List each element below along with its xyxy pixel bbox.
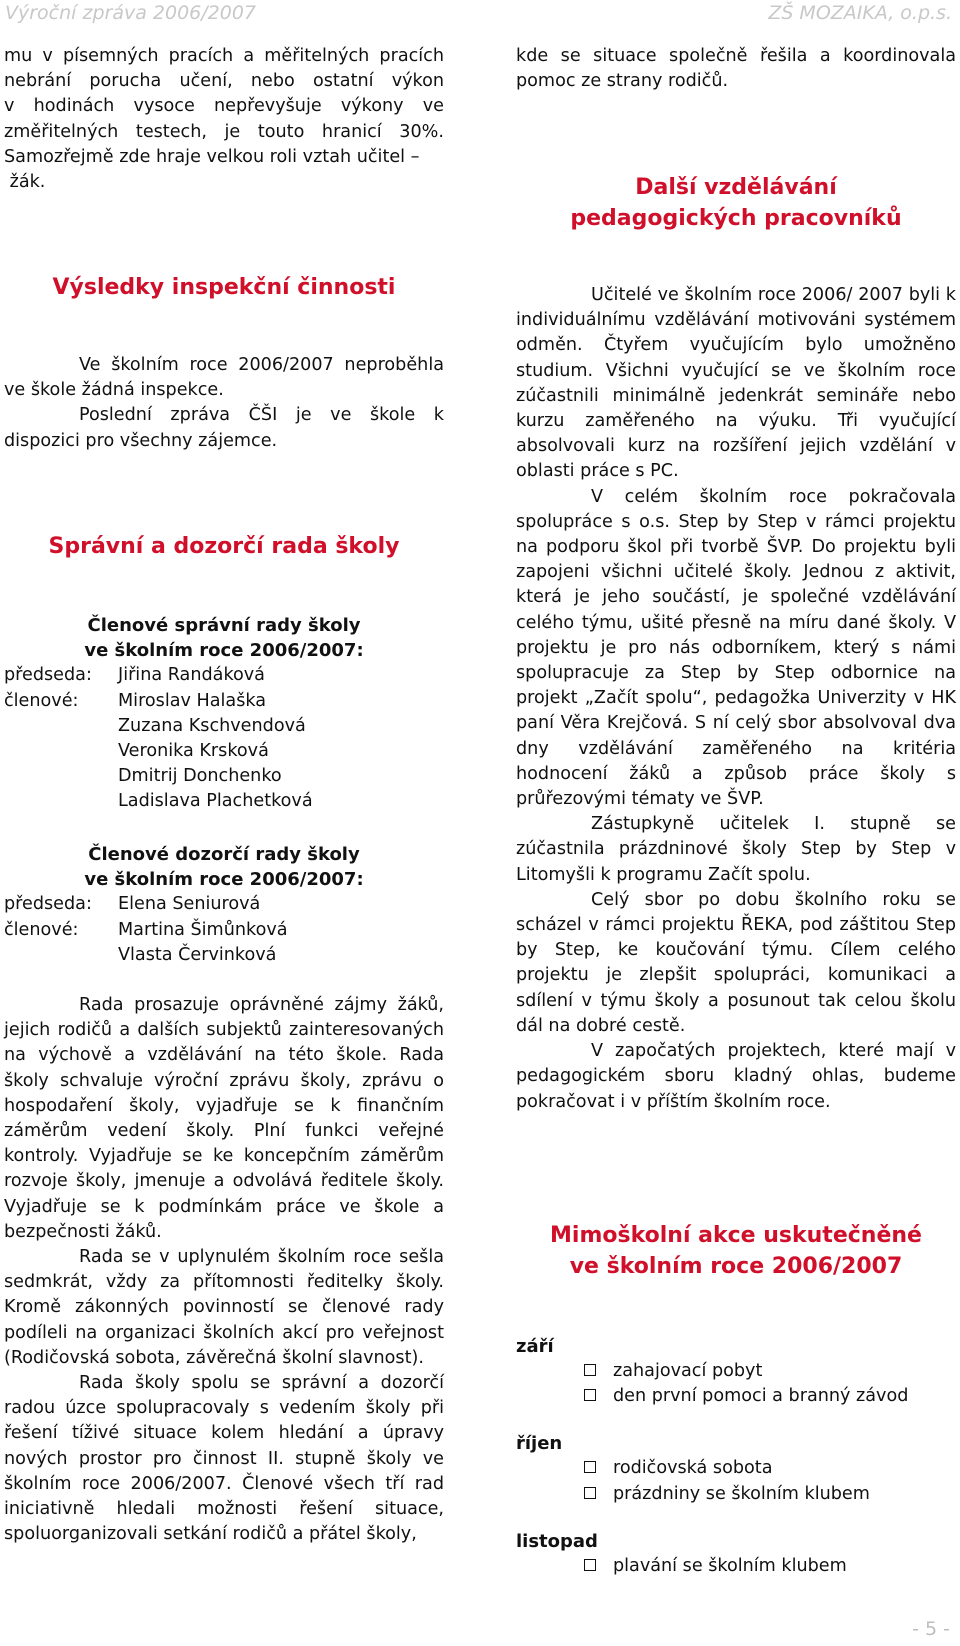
member-name: Zuzana Kschvendová [118,715,306,736]
board-text [4,993,444,1547]
member-name: Dmitrij Donchenko [118,766,282,787]
intro-line: mu v písemných pracích a měřitelných pracích [4,46,444,66]
month-label: listopad [516,1530,598,1552]
intro-line: Samozřejmě zde hraje velkou roli vztah učitel – [4,146,420,167]
intro-line: žák. [4,172,46,193]
list-item: plavání se školním klubem [516,1554,956,1579]
board-paragraph: Rada prosazuje oprávněné zájmy žáků, jejich rodičů a dalších subjektů zainteresovaných na výchově a vzdělávání na této škole. Rada školy schvaluje výroční zprávu školy, zprávu o hospodaření školy, vyjadřuje se k finančním záměrům vedení školy. Plní funkci veřejné kontroly. Vyjadřuje se ke koncepčním záměrům rozvoje školy, jmenuje a odvolává ředitele školy. Vyjadřuje se k podmínkám práce ve škole a bezpečnosti žáků. [4,995,444,1242]
education-paragraph: Celý sbor po dobu školního roku se scházel v rámci projektu ŘEKA, pod záštitou Step by Step, ke koučování týmu. Cílem celého projektu je zlepšit spolupráci, komunikaci a sdílení v týmu školy a posunout tak celou školu dál na dobré cestě. [516,889,956,1036]
education-text [516,283,956,1115]
events-heading-line: Mimoškolní akce uskutečněné [550,1223,922,1248]
board-heading: Správní a dozorčí rada školy [48,534,400,559]
super-member-row [4,943,444,968]
member-name: Vlasta Červinková [118,944,277,965]
intro-line: změřitelných testech, je touto hranicí 30%. [4,121,444,142]
role-label: členové: [4,690,79,711]
admin-member-row [4,689,444,714]
inspection-paragraph: Ve školním roce 2006/2007 neproběhla ve škole žádná inspekce. [4,355,444,401]
list-item: prázdniny se školním klubem [516,1482,956,1507]
member-name: Martina Šimůnková [118,919,288,940]
header-left-title: Výroční zpráva 2006/2007 [5,2,257,24]
header-right-title: ZŠ MOZAIKA, o.p.s. [768,2,952,24]
member-name: Ladislava Plachetková [118,791,313,812]
supervisory-board-title: Členové dozorčí rady školy [88,844,360,865]
admin-member-row [4,789,444,814]
intro-line: nebrání porucha učení, nebo ostatní výkon [4,71,444,92]
supervisory-board [4,842,444,968]
education-heading [516,172,956,234]
education-heading-line: pedagogických pracovníků [570,206,902,231]
education-paragraph: V započatých projektech, které mají v pedagogickém sboru kladný ohlas, budeme pokračovat i v příštím školním roce. [516,1041,956,1112]
events-list [516,1334,956,1579]
right-intro [516,44,956,94]
board-paragraph: Rada školy spolu se správní a dozorčí radou úzce spolupracovaly s vedením školy při řešení tíživé situace kolem hledání a úpravy nových prostor pro činnost II. stupně školy ve školním roce 2006/2007. Členové všech tří rad iniciativně hledali možnosti řešení situace, spoluorganizovali setkání rodičů a přátel školy, [4,1373,444,1545]
admin-board [4,613,444,815]
education-paragraph: Zástupkyně učitelek I. stupně se zúčastnila prázdninové školy Step by Step v Litomyšli k programu Začít spolu. [516,814,956,885]
admin-member-row [4,764,444,789]
inspection-text [4,353,444,454]
month-label: září [516,1336,554,1357]
education-paragraph: Učitelé ve školním roce 2006/ 2007 byli k individuálnímu vzdělávání motivováni systémem odměn. Čtyřem vyučujícím bylo umožněno studium. Všichni vyučující se ve školním roce zúčastnili minimálně jedenkrát semináře nebo kurzu zaměřeného na výuku. Tři vyučující absolvovali kurz na rozšíření jejich vzdělání v oblasti práce s PC. [516,285,956,482]
inspection-paragraph: Poslední zpráva ČŠI je ve škole k dispozici pro všechny zájemce. [4,405,444,451]
checkbox-icon [584,1389,596,1401]
intro-paragraph [4,44,444,195]
events-heading [516,1220,956,1282]
member-name: Miroslav Halaška [118,690,267,711]
admin-board-title: ve školním roce 2006/2007: [84,640,364,662]
month-label: říjen [516,1433,563,1455]
board-paragraph: Rada se v uplynulém školním roce sešla sedmkrát, vždy za přítomnosti ředitelky školy. Kromě zákonných povinností se členové rady podíleli na organizaci školních akcí pro veřejnost (Rodičovská sobota, závěrečná školní slavnost). [4,1247,444,1368]
super-chair-row [4,892,444,917]
checkbox-icon [584,1364,596,1376]
role-label: předseda: [4,665,92,686]
intro-line: v hodinách vysoce nepřevyšuje výkony ve [4,96,444,117]
super-member-row [4,918,444,943]
inspection-heading: Výsledky inspekční činnosti [52,275,396,300]
checkbox-icon [584,1559,596,1571]
admin-member-row [4,714,444,739]
checkbox-icon [584,1487,596,1499]
role-label: členové: [4,919,79,940]
checkbox-icon [584,1461,596,1473]
admin-member-row [4,739,444,764]
education-paragraph: V celém školním roce pokračovala spolupráce s o.s. Step by Step v rámci projektu na podporu škol při tvorbě ŠVP. Do projektu byli zapojeni všichni učitelé školy. Jednou z aktivit, která je jeho součástí, je společné vzdělávání celého týmu, ušité přesně na míru dané školy. V projektu je pro nás odborníkem, který s námi spolupracuje za Step by Step odbornice na projekt „Začít spolu“, pedagožka Univerzity v HK paní Věra Krejčová. S ní celý sbor absolvoval dva dny vzdělávání zaměřeného na kritéria hodnocení žáků a způsob práce školy s průřezovými tématy ve ŠVP. [516,486,956,810]
admin-board-title: Členové správní rady školy [87,615,361,636]
member-name: Elena Seniurová [118,894,261,915]
supervisory-board-title: ve školním roce 2006/2007: [84,869,364,891]
education-heading-line: Další vzdělávání [635,175,837,200]
member-name: Jiřina Randáková [118,665,265,686]
list-item: den první pomoci a branný závod [516,1384,956,1409]
list-item: rodičovská sobota [516,1456,956,1481]
member-name: Veronika Krsková [118,741,269,762]
admin-chair-row [4,663,444,688]
page-number: - 5 - [912,1618,950,1640]
events-heading-line: ve školním roce 2006/2007 [569,1254,903,1279]
intro-paragraph: kde se situace společně řešila a koordinovala pomoc ze strany rodičů. [516,46,956,92]
list-item: zahajovací pobyt [516,1359,956,1384]
role-label: předseda: [4,894,92,915]
